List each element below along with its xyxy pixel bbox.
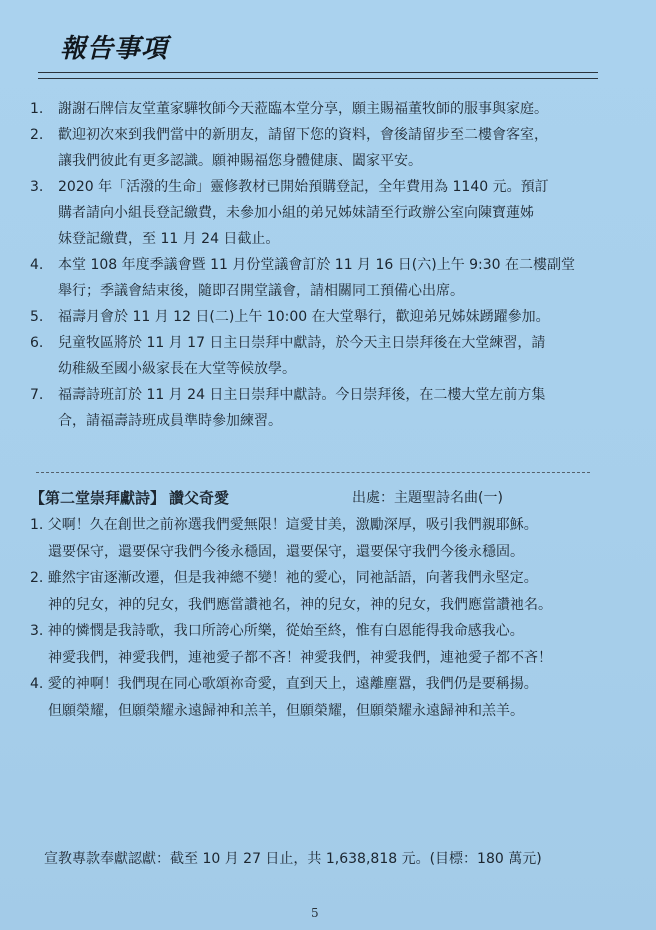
verse-line: 神愛我們，神愛我們，連祂愛子都不吝！神愛我們，神愛我們，連祂愛子都不吝！: [48, 649, 552, 666]
notice-item: [24, 330, 604, 382]
notice-number: 3.: [30, 179, 44, 195]
notice-number: 2.: [30, 127, 44, 143]
hymn-source: 出處：主題聖詩名曲(一): [352, 490, 503, 506]
notice-text-line: 讓我們彼此有更多認識。願神賜福您身體健康、闔家平安。: [58, 153, 422, 169]
verse-line: 4. 愛的神啊！我們現在同心歌頌祢奇愛，直到天上，遠離塵囂，我們仍是要稱揚。: [30, 676, 538, 692]
notice-text-line: 歡迎初次來到我們當中的新朋友，請留下您的資料，會後請留步至二樓會客室，: [58, 127, 548, 143]
notice-text-line: 幼稚級至國小級家長在大堂等候放學。: [58, 361, 296, 377]
notice-number: 6.: [30, 335, 44, 351]
notice-text-line: 購者請向小組長登記繳費，未參加小組的弟兄姊妹請至行政辦公室向陳寶蓮姊: [58, 205, 534, 221]
notice-text-line: 舉行；季議會結束後，隨即召開堂議會，請相關同工預備心出席。: [58, 283, 464, 299]
notice-text-line: 合，請福壽詩班成員準時參加練習。: [58, 413, 282, 429]
verse-line: 但願榮耀，但願榮耀永遠歸神和羔羊，但願榮耀，但願榮耀永遠歸神和羔羊。: [48, 702, 524, 719]
hymn-header: [30, 486, 600, 510]
notice-item: [24, 304, 604, 330]
hymn-section-heading: 【第二堂崇拜獻詩】: [30, 489, 166, 507]
notice-number: 1.: [30, 101, 44, 117]
page-number: 5: [311, 906, 319, 920]
hymn-verse: [30, 565, 610, 618]
hymn-verse: [30, 671, 610, 724]
hymn-title: 讚父奇愛: [169, 489, 230, 507]
section-divider: [36, 472, 590, 473]
notice-text-line: 福壽詩班訂於 11 月 24 日主日崇拜中獻詩。今日崇拜後，在二樓大堂左前方集: [58, 387, 546, 403]
notice-item: [24, 96, 604, 122]
notice-item: [24, 252, 604, 304]
notice-text-line: 2020 年「活潑的生命」靈修教材已開始預購登記，全年費用為 1140 元。預訂: [58, 179, 549, 195]
page-title: 報告事項: [60, 34, 169, 64]
offering-pledge-status: 宣教專款奉獻認獻：截至 10 月 27 日止，共 1,638,818 元。(目標：180 萬元): [44, 851, 542, 867]
hymn-verse: [30, 512, 610, 565]
notice-item: [24, 174, 604, 252]
notice-text-line: 妹登記繳費，至 11 月 24 日截止。: [58, 231, 280, 247]
notice-item: [24, 382, 604, 434]
notice-text-line: 謝謝石牌信友堂董家驊牧師今天蒞臨本堂分享，願主賜福董牧師的服事與家庭。: [58, 101, 548, 117]
notice-list: [24, 96, 604, 434]
notice-text-line: 兒童牧區將於 11 月 17 日主日崇拜中獻詩，於今天主日崇拜後在大堂練習，請: [58, 335, 546, 351]
verse-line: 1. 父啊！久在創世之前祢選我們愛無限！這愛甘美，激勵深厚，吸引我們親耶穌。: [30, 517, 538, 533]
verse-line: 3. 神的憐憫是我詩歌，我口所誇心所樂，從始至終，惟有白恩能得我命感我心。: [30, 623, 524, 639]
notice-number: 5.: [30, 309, 44, 325]
notice-text-line: 福壽月會於 11 月 12 日(二)上午 10:00 在大堂舉行，歡迎弟兄姊妹踴躍參加。: [58, 309, 550, 325]
notice-number: 7.: [30, 387, 44, 403]
title-divider-top: [38, 72, 598, 73]
notice-number: 4.: [30, 257, 44, 273]
verse-line: 2. 雖然宇宙逐漸改遷，但是我神總不變！祂的愛心，同祂話語，向著我們永堅定。: [30, 570, 538, 586]
verse-line: 還要保守，還要保守我們今後永穩固，還要保守，還要保守我們今後永穩固。: [48, 543, 524, 560]
hymn-verse: [30, 618, 610, 671]
notice-item: [24, 122, 604, 174]
hymn-verse-list: [30, 512, 610, 724]
verse-line: 神的兒女，神的兒女，我們應當讚祂名，神的兒女，神的兒女，我們應當讚祂名。: [48, 596, 552, 613]
title-divider-bottom: [38, 78, 598, 79]
notice-text-line: 本堂 108 年度季議會暨 11 月份堂議會訂於 11 月 16 日(六)上午 9:30 在二樓副堂: [58, 257, 576, 273]
